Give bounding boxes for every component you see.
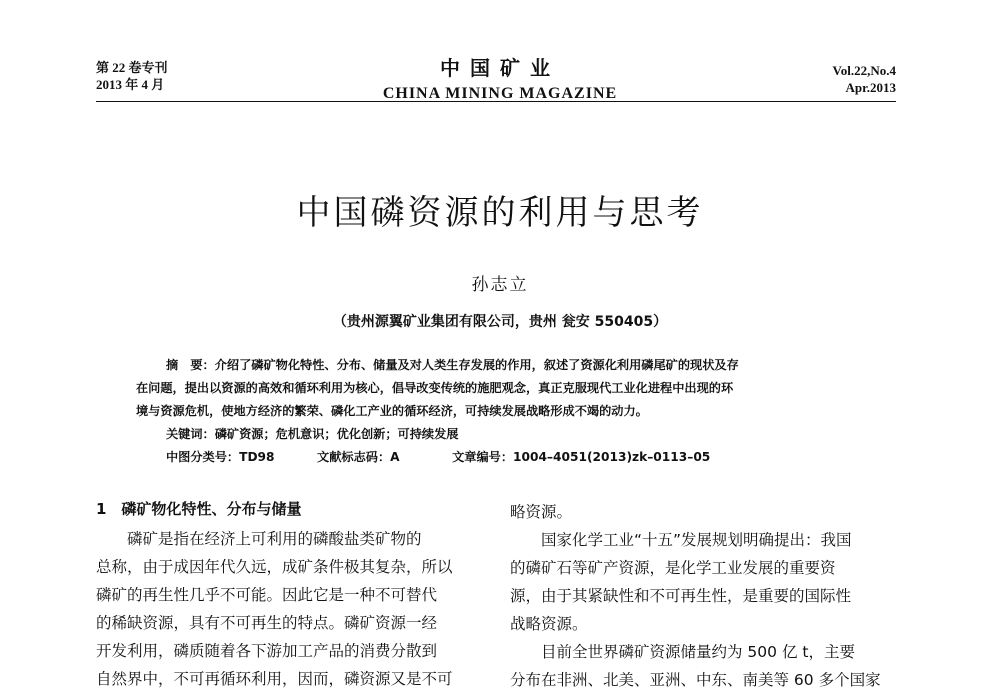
journal-title-cn: 中国矿业 — [440, 56, 560, 80]
right-line-4: 源，由于其紧缺性和不可再生性，是重要的国际性 — [510, 587, 852, 605]
journal-title-en: CHINA MINING MAGAZINE — [382, 85, 618, 102]
author-name: 孙志立 — [471, 275, 529, 295]
article-number-value: 1004–4051(2013)zk–0113–05 — [513, 450, 711, 464]
right-line-5: 战略资源。 — [510, 615, 588, 633]
header-rule — [96, 101, 896, 102]
abstract-text-1: 介绍了磷矿物化特性、分布、储量及对人类生存发展的作用，叙述了资源化利用磷尾矿的现状及存 — [214, 358, 739, 372]
doc-code-value: A — [390, 450, 400, 464]
journal-masthead — [300, 52, 700, 103]
section-heading-1: 1 磷矿物化特性、分布与储量 — [96, 500, 302, 518]
article-number-label: 文章编号： — [452, 450, 514, 464]
left-line-2: 总称，由于成因年代久远，成矿条件极其复杂，所以 — [96, 558, 453, 576]
classification-line — [126, 446, 886, 469]
right-line-1: 略资源。 — [510, 503, 573, 521]
right-line-7: 分布在非洲、北美、亚洲、中东、南美等 60 多个国家 — [510, 671, 881, 689]
keywords-label: 关键词： — [166, 427, 215, 441]
abstract-line-3: 境与资源危机，使地方经济的繁荣、磷化工产业的循环经济，可持续发展战略形成不竭的动力。 — [136, 404, 648, 418]
left-line-3: 磷矿的再生性几乎不可能。因此它是一种不可替代 — [96, 586, 438, 604]
article-title: 中国磷资源的利用与思考 — [296, 193, 704, 233]
left-line-5: 开发利用，磷质随着各下游加工产品的消费分散到 — [96, 642, 438, 660]
volume-line-en: Vol.22,No.4 — [832, 63, 896, 78]
date-line-cn: 2013 年 4 月 — [96, 77, 165, 92]
author-affiliation: （贵州源翼矿业集团有限公司，贵州 瓮安 550405） — [332, 314, 668, 330]
date-line-en: Apr.2013 — [845, 80, 896, 95]
left-line-6: 自然界中，不可再循环利用，因而，磷资源又是不可 — [96, 670, 453, 688]
abstract-label: 摘 要： — [166, 358, 215, 372]
right-line-2: 国家化学工业“十五”发展规划明确提出：我国 — [510, 531, 852, 549]
left-line-1: 磷矿是指在经济上可利用的磷酸盐类矿物的 — [96, 530, 422, 548]
doc-code-label: 文献标志码： — [317, 450, 391, 464]
keywords-text: 磷矿资源；危机意识；优化创新；可持续发展 — [214, 427, 459, 441]
right-line-3: 的磷矿石等矿产资源，是化学工业发展的重要资 — [510, 559, 836, 577]
left-column — [96, 498, 486, 693]
right-column — [510, 498, 905, 694]
volume-line: 第 22 卷专刊 — [96, 60, 168, 75]
keywords-line — [126, 423, 886, 446]
abstract-line-1 — [126, 354, 886, 377]
abstract-block — [126, 354, 886, 469]
left-line-4: 的稀缺资源，具有不可再生的特点。磷矿资源一经 — [96, 614, 438, 632]
volume-issue-en — [833, 62, 896, 96]
clc-label: 中图分类号： — [166, 450, 240, 464]
volume-issue-cn — [96, 59, 168, 93]
right-line-6: 目前全世界磷矿资源储量约为 500 亿 t，主要 — [510, 643, 855, 661]
clc-value: TD98 — [239, 450, 275, 464]
abstract-line-2: 在问题，提出以资源的高效和循环利用为核心，倡导改变传统的施肥观念，真正克服现代工业化进程中出现的环 — [136, 381, 734, 395]
